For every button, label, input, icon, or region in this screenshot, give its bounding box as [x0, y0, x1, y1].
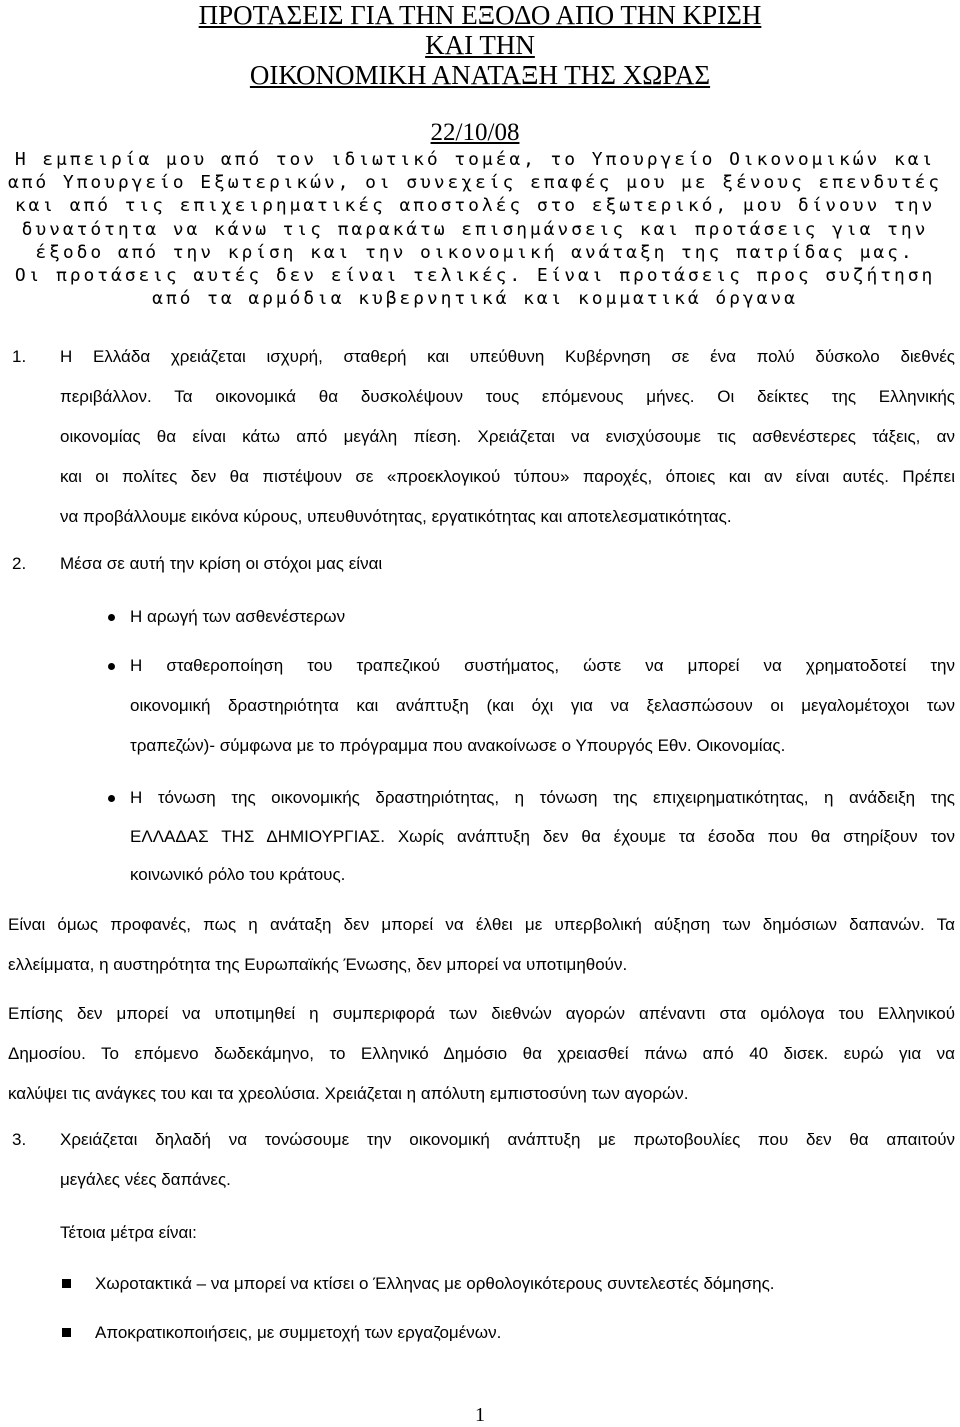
document-date: 22/10/08: [430, 119, 520, 146]
intro-line: και από τις επιχειρηματικές αποστολές στο εξωτερικό, μου δίνουν την: [14, 195, 936, 217]
point-1-line: περιβάλλον. Τα οικονομικά θα δυσκολέψουν τους επόμενους μήνες. Οι δείκτες της Ελληνικής: [60, 387, 955, 407]
point-3-line: μεγάλες νέες δαπάνες.: [60, 1169, 231, 1189]
intro-line: δυνατότητα να κάνω τις παρακάτω επισημάνσεις και προτάσεις για την: [21, 218, 929, 240]
point-3: [0, 1120, 960, 1200]
measure-line: Αποκρατικοποιήσεις, με συμμετοχή των εργαζομένων.: [95, 1322, 502, 1342]
paragraph: [0, 905, 960, 985]
point-1-line: να προβάλλουμε εικόνα κύρους, υπευθυνότητας, εργατικότητας και αποτελεσματικότητας.: [60, 507, 732, 527]
goal-item: [0, 779, 960, 895]
paragraph: [0, 994, 960, 1114]
intro-line: έξοδο από την κρίση και την οικονομική ανάταξη της πατρίδας μας.: [35, 241, 915, 263]
point-1-line: οικονομίας θα είναι κάτω από μεγάλη πίεση. Χρειάζεται να ενισχύσουμε τις ασθενέστερες τάξεις, αν: [60, 427, 955, 447]
bullet-dot-icon: [108, 663, 115, 670]
point-3-line: Χρειάζεται δηλαδή να τονώσουμε την οικονομική ανάπτυξη με πρωτοβουλίες που δεν θα απαιτούν: [60, 1129, 955, 1149]
measure-item: [0, 1313, 960, 1353]
goal-line: οικονομική δραστηριότητα και ανάπτυξη (και όχι για να ξελασπώσουν οι μεγαλομέτοχοι των: [130, 696, 955, 716]
paragraph-line: Είναι όμως προφανές, πως η ανάταξη δεν μπορεί να έλθει με υπερβολική αύξηση των δημόσιων δαπανών. Τα: [8, 914, 955, 934]
point-2-line: Μέσα σε αυτή την κρίση οι στόχοι μας είναι: [60, 554, 383, 574]
square-bullet-icon: [62, 1328, 71, 1337]
goal-line: ΕΛΛΑΔΑΣ ΤΗΣ ΔΗΜΙΟΥΡΓΙΑΣ. Χωρίς ανάπτυξη δεν θα έχουμε τα έσοδα που θα στηρίξουν τον: [130, 826, 955, 846]
paragraph-line: καλύψει τις ανάγκες του και τα χρεολύσια. Χρειάζεται η απόλυτη εμπιστοσύνη των αγορών.: [8, 1083, 689, 1103]
bullet-dot-icon: [108, 614, 115, 621]
goal-line: τραπεζών)- σύμφωνα με το πρόγραμμα που ανακοίνωσε ο Υπουργός Εθν. Οικονομίας.: [130, 736, 786, 756]
goal-line: Η τόνωση της οικονομικής δραστηριότητας, η τόνωση της επιχειρηματικότητας, η ανάδειξη της: [130, 788, 955, 808]
paragraph-line: Δημοσίου. Το επόμενο δωδεκάμηνο, το Ελληνικό Δημόσιο θα χρειασθεί πάνω από 40 δισεκ. ευρώ για να: [8, 1043, 955, 1063]
paragraph-line: Επίσης δεν μπορεί να υποτιμηθεί η συμπεριφορά των διεθνών αγορών απέναντι στα ομόλογα του Ελληνικού: [8, 1003, 955, 1023]
point-2: [0, 544, 960, 584]
square-bullet-icon: [62, 1279, 71, 1288]
point-number: 1.: [12, 347, 27, 367]
intro-text: [0, 148, 950, 310]
point-number: 3.: [12, 1129, 27, 1149]
measure-item: [0, 1264, 960, 1304]
intro-line: Οι προτάσεις αυτές δεν είναι τελικές. Είναι προτάσεις προς συζήτηση: [14, 264, 936, 286]
intro-line: από Υπουργείο Εξωτερικών, οι συνεχείς επαφές μου με ξένους επενδυτές: [7, 172, 943, 194]
goal-line: κοινωνικό ρόλο του κράτους.: [130, 865, 346, 885]
intro-line: Η εμπειρία μου από τον ιδιωτικό τομέα, το Υπουργείο Οικονομικών και: [14, 149, 936, 170]
point-1-line: Η Ελλάδα χρειάζεται ισχυρή, σταθερή και υπεύθυνη Κυβέρνηση σε ένα πολύ δύσκολο διεθνές: [60, 347, 955, 367]
measures-intro-text: Τέτοια μέτρα είναι:: [60, 1222, 197, 1242]
paragraph-line: ελλείμματα, η αυστηρότητα της Ευρωπαϊκής Ένωσης, δεν μπορεί να υποτιμηθούν.: [8, 954, 628, 974]
point-number: 2.: [12, 554, 27, 574]
intro-line: από τα αρμόδια κυβερνητικά και κομματικά όργανα: [152, 288, 798, 310]
title-line: ΟΙΚΟΝΟΜΙΚΗ ΑΝΑΤΑΞΗ ΤΗΣ ΧΩΡΑΣ: [249, 60, 711, 90]
measure-line: Χωροτακτικά – να μπορεί να κτίσει ο Έλληνας με ορθολογικότερους συντελεστές δόμησης.: [95, 1273, 775, 1293]
point-1-line: και οι πολίτες δεν θα πιστέψουν σε «προεκλογικού τύπου» παροχές, όποιες και αν είναι αυτές. Πρέπει: [60, 467, 955, 487]
point-1: [0, 337, 960, 537]
measures-intro: [0, 1213, 960, 1253]
bullet-dot-icon: [108, 795, 115, 802]
goal-line: Η σταθεροποίηση του τραπεζικού συστήματος, ώστε να μπορεί να χρηματοδοτεί την: [130, 656, 955, 676]
document-title: [0, 0, 960, 90]
title-line: ΠΡΟΤΑΣΕΙΣ ΓΙΑ ΤΗΝ ΕΞΟΔΟ ΑΠΟ ΤΗΝ ΚΡΙΣΗ: [198, 0, 762, 30]
document-body: [0, 337, 960, 1353]
goal-line: Η αρωγή των ασθενέστερων: [130, 607, 346, 627]
goal-item: [0, 597, 960, 637]
title-line: ΚΑΙ ΤΗΝ: [425, 30, 535, 60]
page-number: 1: [475, 1404, 485, 1426]
goal-item: [0, 646, 960, 766]
